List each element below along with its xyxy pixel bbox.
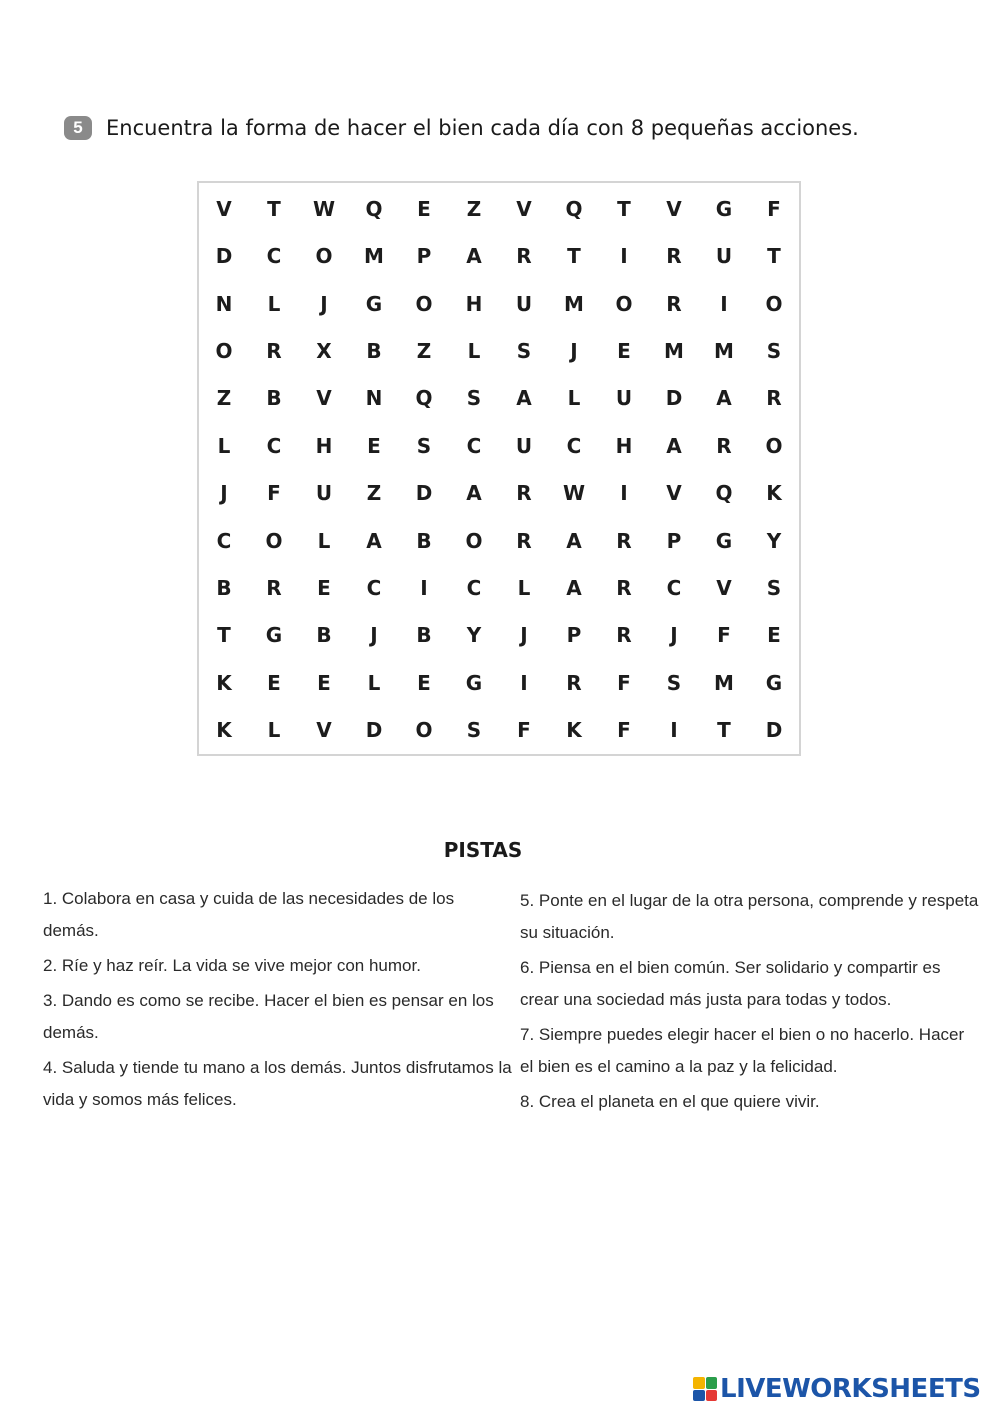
exercise-instruction xyxy=(64,116,859,140)
grid-letter[interactable]: R xyxy=(766,386,782,411)
clue-8: 8. Crea el planeta en el que quiere vivir. xyxy=(520,1092,820,1111)
grid-letter[interactable]: R xyxy=(516,244,532,269)
liveworksheets-logo xyxy=(693,1374,981,1404)
grid-letter[interactable]: D xyxy=(215,244,233,269)
grid-letter[interactable]: Z xyxy=(416,338,432,363)
grid-letter[interactable]: J xyxy=(370,623,378,648)
grid-letter[interactable]: D xyxy=(415,481,433,506)
grid-letter[interactable]: J xyxy=(570,338,578,363)
word-search-grid xyxy=(199,183,799,754)
grid-letter[interactable]: E xyxy=(417,196,431,221)
grid-letter[interactable]: V xyxy=(516,196,532,221)
grid-letter[interactable]: C xyxy=(266,433,282,458)
grid-letter[interactable]: R xyxy=(616,528,632,553)
grid-letter[interactable]: K xyxy=(766,481,782,506)
grid-letter[interactable]: S xyxy=(766,576,782,601)
grid-letter[interactable]: B xyxy=(316,623,332,648)
grid-letter[interactable]: R xyxy=(666,291,682,316)
grid-letter[interactable]: K xyxy=(566,718,582,743)
grid-letter[interactable]: S xyxy=(666,670,682,695)
grid-letter[interactable]: A xyxy=(666,433,682,458)
grid-letter[interactable]: B xyxy=(416,528,432,553)
grid-letter[interactable]: R xyxy=(666,244,682,269)
grid-letter[interactable]: Q xyxy=(415,386,433,411)
grid-letter[interactable]: O xyxy=(415,291,433,316)
grid-letter[interactable]: X xyxy=(316,338,332,363)
grid-letter[interactable]: H xyxy=(615,433,633,458)
grid-letter[interactable]: C xyxy=(216,528,232,553)
grid-letter[interactable]: V xyxy=(716,576,732,601)
grid-letter[interactable]: Y xyxy=(766,528,782,553)
grid-letter[interactable]: C xyxy=(566,433,582,458)
grid-letter[interactable]: R xyxy=(516,528,532,553)
grid-letter[interactable]: W xyxy=(312,196,336,221)
grid-letter[interactable]: P xyxy=(666,528,682,553)
grid-letter[interactable]: S xyxy=(516,338,532,363)
grid-letter[interactable]: K xyxy=(216,670,232,695)
grid-letter[interactable]: D xyxy=(365,718,383,743)
grid-letter[interactable]: F xyxy=(617,718,631,743)
grid-letter[interactable]: J xyxy=(520,623,528,648)
grid-letter[interactable]: G xyxy=(365,291,383,316)
grid-letter[interactable]: E xyxy=(767,623,781,648)
grid-letter[interactable]: D xyxy=(665,386,683,411)
grid-letter[interactable]: A xyxy=(516,386,532,411)
grid-letter[interactable]: I xyxy=(670,718,678,743)
grid-letter[interactable]: C xyxy=(466,576,482,601)
clue-6: 6. Piensa en el bien común. Ser solidario y compartir es crear una sociedad más justa para todas y todos. xyxy=(520,958,941,1009)
grid-letter[interactable]: L xyxy=(217,433,231,458)
instruction-text: Encuentra la forma de hacer el bien cada día con 8 pequeñas acciones. xyxy=(106,116,859,140)
grid-letter[interactable]: L xyxy=(567,386,581,411)
clue-7: 7. Siempre puedes elegir hacer el bien o no hacerlo. Hacer el bien es el camino a la paz y la felicidad. xyxy=(520,1025,965,1076)
grid-letter[interactable]: G xyxy=(265,623,283,648)
grid-letter[interactable]: M xyxy=(664,338,684,363)
exercise-number-badge: 5 xyxy=(64,116,92,140)
grid-letter[interactable]: R xyxy=(266,338,282,363)
grid-letter[interactable]: R xyxy=(716,433,732,458)
clue-3: 3. Dando es como se recibe. Hacer el bien es pensar en los demás. xyxy=(43,991,494,1042)
grid-letter[interactable]: P xyxy=(416,244,432,269)
grid-letter[interactable]: D xyxy=(765,718,783,743)
grid-letter[interactable]: A xyxy=(566,528,582,553)
grid-letter[interactable]: M xyxy=(714,338,734,363)
grid-letter[interactable]: R xyxy=(266,576,282,601)
grid-letter[interactable]: G xyxy=(715,196,733,221)
grid-letter[interactable]: O xyxy=(615,291,633,316)
grid-letter[interactable]: V xyxy=(666,481,682,506)
clues-right-column xyxy=(520,885,982,1121)
grid-letter[interactable]: U xyxy=(515,433,533,458)
grid-letter[interactable]: U xyxy=(715,244,733,269)
grid-letter[interactable]: R xyxy=(616,623,632,648)
grid-letter[interactable]: T xyxy=(267,196,281,221)
grid-letter[interactable]: N xyxy=(365,386,383,411)
clue-2: 2. Ríe y haz reír. La vida se vive mejor con humor. xyxy=(43,956,421,975)
grid-letter[interactable]: H xyxy=(315,433,333,458)
grid-letter[interactable]: G xyxy=(765,670,783,695)
grid-letter[interactable]: T xyxy=(767,244,781,269)
grid-letter[interactable]: O xyxy=(265,528,283,553)
grid-letter[interactable]: Z xyxy=(466,196,482,221)
grid-letter[interactable]: Y xyxy=(466,623,482,648)
grid-letter[interactable]: F xyxy=(517,718,531,743)
grid-letter[interactable]: I xyxy=(420,576,428,601)
clues-left-column xyxy=(43,883,513,1119)
grid-letter[interactable]: O xyxy=(765,433,783,458)
grid-letter[interactable]: I xyxy=(720,291,728,316)
grid-letter[interactable]: M xyxy=(714,670,734,695)
grid-letter[interactable]: J xyxy=(220,481,228,506)
grid-letter[interactable]: R xyxy=(616,576,632,601)
grid-letter[interactable]: U xyxy=(315,481,333,506)
grid-letter[interactable]: F xyxy=(717,623,731,648)
grid-letter[interactable]: O xyxy=(215,338,233,363)
grid-letter[interactable]: N xyxy=(215,291,233,316)
grid-letter[interactable]: S xyxy=(766,338,782,363)
grid-letter[interactable]: J xyxy=(320,291,328,316)
grid-letter[interactable]: S xyxy=(466,386,482,411)
grid-letter[interactable]: B xyxy=(216,576,232,601)
grid-letter[interactable]: F xyxy=(617,670,631,695)
grid-letter[interactable]: V xyxy=(666,196,682,221)
grid-letter[interactable]: C xyxy=(366,576,382,601)
grid-letter[interactable]: E xyxy=(367,433,381,458)
grid-letter[interactable]: F xyxy=(267,481,281,506)
grid-letter[interactable]: T xyxy=(617,196,631,221)
grid-letter[interactable]: S xyxy=(416,433,432,458)
grid-letter[interactable]: O xyxy=(765,291,783,316)
grid-letter[interactable]: R xyxy=(516,481,532,506)
grid-letter[interactable]: K xyxy=(216,718,232,743)
grid-letter[interactable]: H xyxy=(465,291,483,316)
grid-letter[interactable]: A xyxy=(716,386,732,411)
grid-letter[interactable]: I xyxy=(620,244,628,269)
grid-letter[interactable]: M xyxy=(364,244,384,269)
grid-letter[interactable]: W xyxy=(562,481,586,506)
grid-letter[interactable]: V xyxy=(216,196,232,221)
grid-letter[interactable]: T xyxy=(217,623,231,648)
clue-4: 4. Saluda y tiende tu mano a los demás. Juntos disfrutamos la vida y somos más felices. xyxy=(43,1058,512,1109)
grid-letter[interactable]: A xyxy=(466,244,482,269)
clue-1: 1. Colabora en casa y cuida de las necesidades de los demás. xyxy=(43,889,455,940)
grid-letter[interactable]: L xyxy=(467,338,481,363)
grid-letter[interactable]: O xyxy=(465,528,483,553)
grid-letter[interactable]: A xyxy=(566,576,582,601)
liveworksheets-logo-text: LIVEWORKSHEETS xyxy=(720,1374,981,1404)
grid-letter[interactable]: T xyxy=(567,244,581,269)
word-search-board xyxy=(197,181,801,756)
grid-letter[interactable]: I xyxy=(620,481,628,506)
grid-letter[interactable]: M xyxy=(564,291,584,316)
grid-letter[interactable]: R xyxy=(566,670,582,695)
grid-letter[interactable]: G xyxy=(465,670,483,695)
pistas-title: PISTAS xyxy=(443,838,523,862)
grid-letter[interactable]: E xyxy=(417,670,431,695)
grid-letter[interactable]: J xyxy=(670,623,678,648)
grid-letter[interactable]: V xyxy=(316,718,332,743)
grid-letter[interactable]: P xyxy=(566,623,582,648)
grid-letter[interactable]: E xyxy=(267,670,281,695)
clue-5: 5. Ponte en el lugar de la otra persona, comprende y respeta su situación. xyxy=(520,891,979,942)
grid-letter[interactable]: Z xyxy=(216,386,232,411)
grid-letter[interactable]: C xyxy=(666,576,682,601)
grid-letter[interactable]: U xyxy=(515,291,533,316)
grid-letter[interactable]: C xyxy=(466,433,482,458)
grid-letter[interactable]: Q xyxy=(365,196,383,221)
grid-letter[interactable]: O xyxy=(315,244,333,269)
grid-letter[interactable]: S xyxy=(466,718,482,743)
grid-letter[interactable]: T xyxy=(717,718,731,743)
grid-letter[interactable]: V xyxy=(316,386,332,411)
grid-letter[interactable]: C xyxy=(266,244,282,269)
grid-letter[interactable]: E xyxy=(317,670,331,695)
grid-letter[interactable]: A xyxy=(366,528,382,553)
grid-letter[interactable]: L xyxy=(317,528,331,553)
grid-letter[interactable]: E xyxy=(617,338,631,363)
grid-letter[interactable]: L xyxy=(517,576,531,601)
grid-letter[interactable]: E xyxy=(317,576,331,601)
grid-letter[interactable]: Z xyxy=(366,481,382,506)
grid-letter[interactable]: L xyxy=(267,718,281,743)
grid-letter[interactable]: G xyxy=(715,528,733,553)
grid-letter[interactable]: U xyxy=(615,386,633,411)
grid-letter[interactable]: B xyxy=(266,386,282,411)
grid-letter[interactable]: L xyxy=(367,670,381,695)
grid-letter[interactable]: L xyxy=(267,291,281,316)
grid-letter[interactable]: B xyxy=(366,338,382,363)
grid-letter[interactable]: I xyxy=(520,670,528,695)
liveworksheets-logo-icon xyxy=(693,1377,717,1401)
grid-letter[interactable]: B xyxy=(416,623,432,648)
grid-letter[interactable]: O xyxy=(415,718,433,743)
grid-letter[interactable]: F xyxy=(767,196,781,221)
grid-letter[interactable]: A xyxy=(466,481,482,506)
grid-letter[interactable]: Q xyxy=(565,196,583,221)
grid-letter[interactable]: Q xyxy=(715,481,733,506)
